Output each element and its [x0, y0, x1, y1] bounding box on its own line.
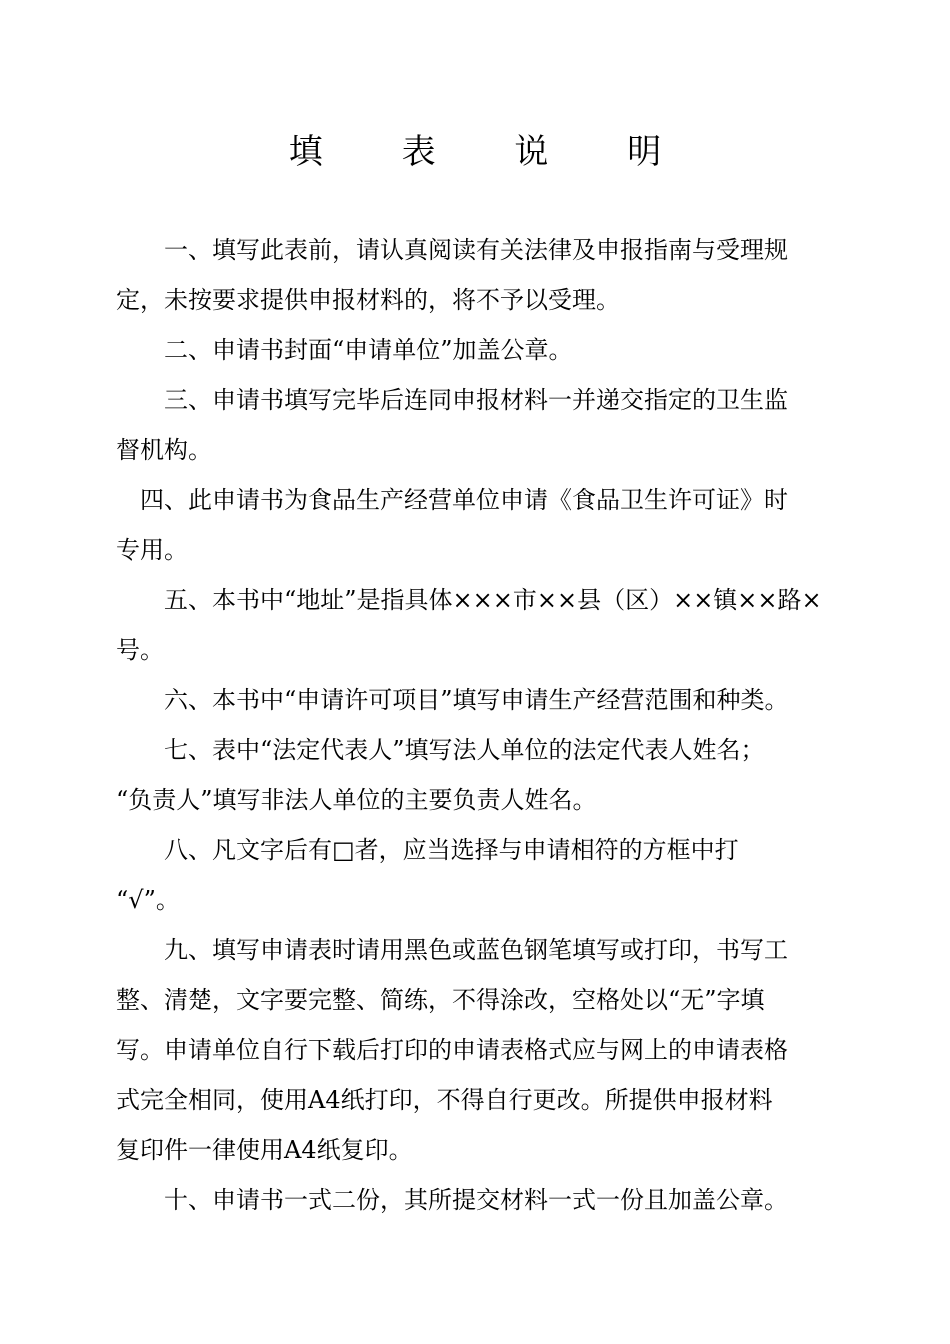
text-line: 号。: [116, 636, 164, 664]
text-line: 六、本书中“申请许可项目”填写申请生产经营范围和种类。: [116, 686, 789, 714]
text-line: 五、本书中“地址”是指具体×××市××县（区）××镇××路×: [116, 586, 822, 614]
text-line: 七、表中“法定代表人”填写法人单位的法定代表人姓名；: [116, 736, 765, 764]
text-line: 三、申请书填写完毕后连同申报材料一并递交指定的卫生监: [116, 386, 788, 414]
text-line: 八、凡文字后有□者，应当选择与申请相符的方框中打: [116, 836, 739, 864]
text-line: 四、此申请书为食品生产经营单位申请《食品卫生许可证》时: [116, 486, 788, 514]
text-line: 定，未按要求提供申报材料的，将不予以受理。: [116, 286, 620, 314]
text-line: 整、清楚，文字要完整、简练，不得涂改，空格处以“无”字填: [116, 986, 765, 1014]
text-line: “√”。: [116, 886, 180, 914]
text-line: 写。申请单位自行下载后打印的申请表格式应与网上的申请表格: [116, 1036, 788, 1064]
page-title: 填 表 说 明: [288, 132, 696, 172]
text-line: 督机构。: [116, 436, 212, 464]
text-line: “负责人”填写非法人单位的主要负责人姓名。: [116, 786, 597, 814]
text-line: 复印件一律使用A4纸复印。: [116, 1136, 413, 1164]
text-line: 九、填写申请表时请用黑色或蓝色钢笔填写或打印，书写工: [116, 936, 788, 964]
text-line: 专用。: [116, 536, 188, 564]
text-line: 一、填写此表前，请认真阅读有关法律及申报指南与受理规: [116, 236, 788, 264]
text-line: 式完全相同，使用A4纸打印，不得自行更改。所提供申报材料: [116, 1086, 773, 1114]
text-line: 十、申请书一式二份，其所提交材料一式一份且加盖公章。: [116, 1186, 788, 1214]
text-line: 二、申请书封面“申请单位”加盖公章。: [116, 336, 573, 364]
